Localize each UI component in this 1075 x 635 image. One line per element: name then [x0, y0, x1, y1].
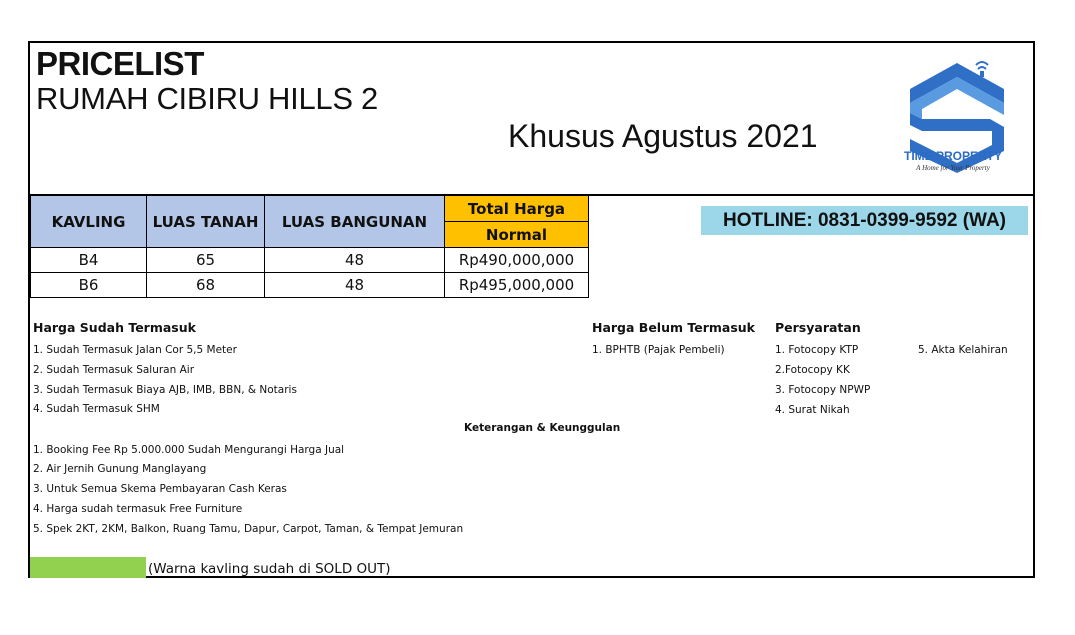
section-title-harga-sudah: Harga Sudah Termasuk — [33, 320, 196, 335]
list-item: 4. Sudah Termasuk SHM — [33, 403, 160, 415]
cell-kavling: B4 — [31, 248, 147, 273]
list-item: 5. Akta Kelahiran — [918, 344, 1008, 356]
list-item: 1. BPHTB (Pajak Pembeli) — [592, 344, 725, 356]
period-label: Khusus Agustus 2021 — [508, 118, 818, 154]
list-item: 4. Harga sudah termasuk Free Furniture — [33, 503, 243, 515]
sold-out-color-swatch — [30, 557, 146, 578]
list-item: 2. Sudah Termasuk Saluran Air — [33, 364, 195, 376]
cell-harga: Rp495,000,000 — [445, 273, 589, 298]
list-item: 1. Booking Fee Rp 5.000.000 Sudah Mengurangi Harga Jual — [33, 444, 345, 456]
table-row — [31, 248, 589, 273]
cell-kavling: B6 — [31, 273, 147, 298]
section-title-persyaratan: Persyaratan — [775, 320, 861, 335]
list-item: 3. Fotocopy NPWP — [775, 384, 871, 396]
project-name: RUMAH CIBIRU HILLS 2 — [36, 81, 378, 116]
list-item: 3. Sudah Termasuk Biaya AJB, IMB, BBN, & Notaris — [33, 384, 297, 396]
col-header-total-harga: Total Harga — [445, 196, 589, 222]
cell-luas-tanah: 68 — [147, 273, 265, 298]
cell-harga: Rp490,000,000 — [445, 248, 589, 273]
logo-tagline: A Home for Your Property — [916, 164, 990, 172]
price-table — [30, 195, 589, 298]
table-row — [31, 273, 589, 298]
page-title: PRICELIST — [36, 45, 204, 82]
pricelist-sheet — [28, 41, 1035, 578]
sold-out-legend-text: (Warna kavling sudah di SOLD OUT) — [148, 561, 391, 577]
list-item: 5. Spek 2KT, 2KM, Balkon, Ruang Tamu, Dapur, Carpot, Taman, & Tempat Jemuran — [33, 523, 464, 535]
logo-name: TIME PROPERTY — [903, 149, 1002, 163]
list-item: 1. Fotocopy KTP — [775, 344, 859, 356]
section-title-keterangan: Keterangan & Keunggulan — [464, 422, 621, 434]
col-header-luas-tanah: LUAS TANAH — [147, 196, 265, 248]
cell-luas-bangunan: 48 — [265, 273, 445, 298]
list-item: 1. Sudah Termasuk Jalan Cor 5,5 Meter — [33, 344, 237, 356]
list-item: 2. Air Jernih Gunung Manglayang — [33, 463, 207, 475]
hotline-banner: HOTLINE: 0831-0399-9592 (WA) — [701, 206, 1028, 235]
list-item: 3. Untuk Semua Skema Pembayaran Cash Keras — [33, 483, 287, 495]
col-header-kavling: KAVLING — [31, 196, 147, 248]
list-item: 2.Fotocopy KK — [775, 364, 850, 376]
cell-luas-bangunan: 48 — [265, 248, 445, 273]
cell-luas-tanah: 65 — [147, 248, 265, 273]
section-title-harga-belum: Harga Belum Termasuk — [592, 320, 755, 335]
col-header-normal: Normal — [445, 222, 589, 248]
list-item: 4. Surat Nikah — [775, 404, 850, 416]
col-header-luas-bangunan: LUAS BANGUNAN — [265, 196, 445, 248]
